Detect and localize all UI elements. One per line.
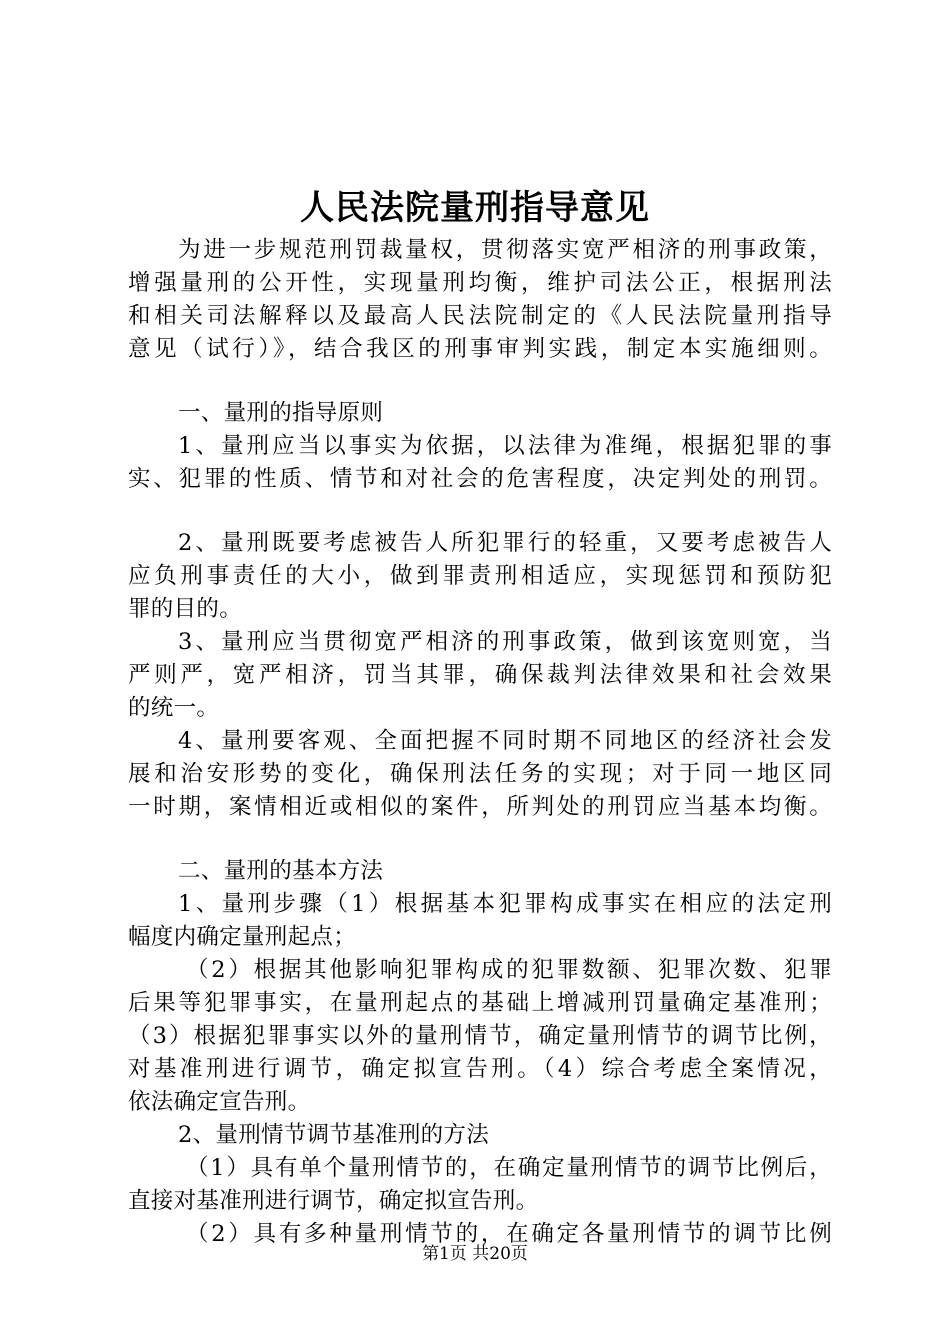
text-line: 1、量刑步骤（1）根据基本犯罪构成事实在相应的法定刑 <box>178 891 832 917</box>
text-line: 直接对基准刑进行调节，确定拟宣告刑。 <box>128 1188 539 1214</box>
document-title: 人民法院量刑指导意见 <box>300 188 650 228</box>
text-line: 实、犯罪的性质、情节和对社会的危害程度，决定判处的刑罚。 <box>128 466 832 492</box>
text-line: 依法确定宣告刑。 <box>128 1089 311 1115</box>
text-line: 2、量刑情节调节基准刑的方法 <box>178 1122 490 1148</box>
paragraph-gap <box>128 824 832 855</box>
text-line: 一时期，案情相近或相似的案件，所判处的刑罚应当基本均衡。 <box>128 794 832 820</box>
text-line: （2）具有多种量刑情节的，在确定各量刑情节的调节比例 <box>186 1221 832 1247</box>
paragraph-gap <box>128 366 832 397</box>
text-line: 3、量刑应当贯彻宽严相济的刑事政策，做到该宽则宽，当 <box>178 629 832 655</box>
paragraph-gap <box>128 496 832 527</box>
page-footer: 第1页 共20页 <box>422 1244 528 1264</box>
text-line: 对基准刑进行调节，确定拟宣告刑。（4）综合考虑全案情况， <box>128 1056 832 1082</box>
text-line: （3）根据犯罪事实以外的量刑情节，确定量刑情节的调节比例， <box>128 1023 832 1049</box>
text-line: 幅度内确定量刑起点； <box>128 924 357 950</box>
text-line: 一、量刑的指导原则 <box>178 400 384 426</box>
text-line: 的统一。 <box>128 695 220 721</box>
text-line: 为进一步规范刑罚裁量权，贯彻落实宽严相济的刑事政策， <box>178 237 832 263</box>
text-line: 增强量刑的公开性，实现量刑均衡，维护司法公正，根据刑法 <box>128 270 832 296</box>
text-line: 1、量刑应当以事实为依据，以法律为准绳，根据犯罪的事 <box>178 433 832 459</box>
text-line: 后果等犯罪事实，在量刑起点的基础上增减刑罚量确定基准刑； <box>128 990 832 1016</box>
text-line: （1）具有单个量刑情节的，在确定量刑情节的调节比例后， <box>186 1155 832 1181</box>
text-line: 和相关司法解释以及最高人民法院制定的《人民法院量刑指导 <box>128 303 832 329</box>
text-line: 展和治安形势的变化，确保刑法任务的实现；对于同一地区同 <box>128 761 832 787</box>
text-line: 罪的目的。 <box>128 596 243 622</box>
text-line: 二、量刑的基本方法 <box>178 858 384 884</box>
text-line: 应负刑事责任的大小，做到罪责刑相适应，实现惩罚和预防犯 <box>128 563 832 589</box>
document-body <box>128 234 832 1251</box>
text-line: 2、量刑既要考虑被告人所犯罪行的轻重，又要考虑被告人 <box>178 530 832 556</box>
text-line: （2）根据其他影响犯罪构成的犯罪数额、犯罪次数、犯罪 <box>186 957 832 983</box>
text-line: 意见（试行）》，结合我区的刑事审判实践，制定本实施细则。 <box>128 336 832 362</box>
text-line: 4、量刑要客观、全面把握不同时期不同地区的经济社会发 <box>178 728 832 754</box>
text-line: 严则严，宽严相济，罚当其罪，确保裁判法律效果和社会效果 <box>128 662 832 688</box>
